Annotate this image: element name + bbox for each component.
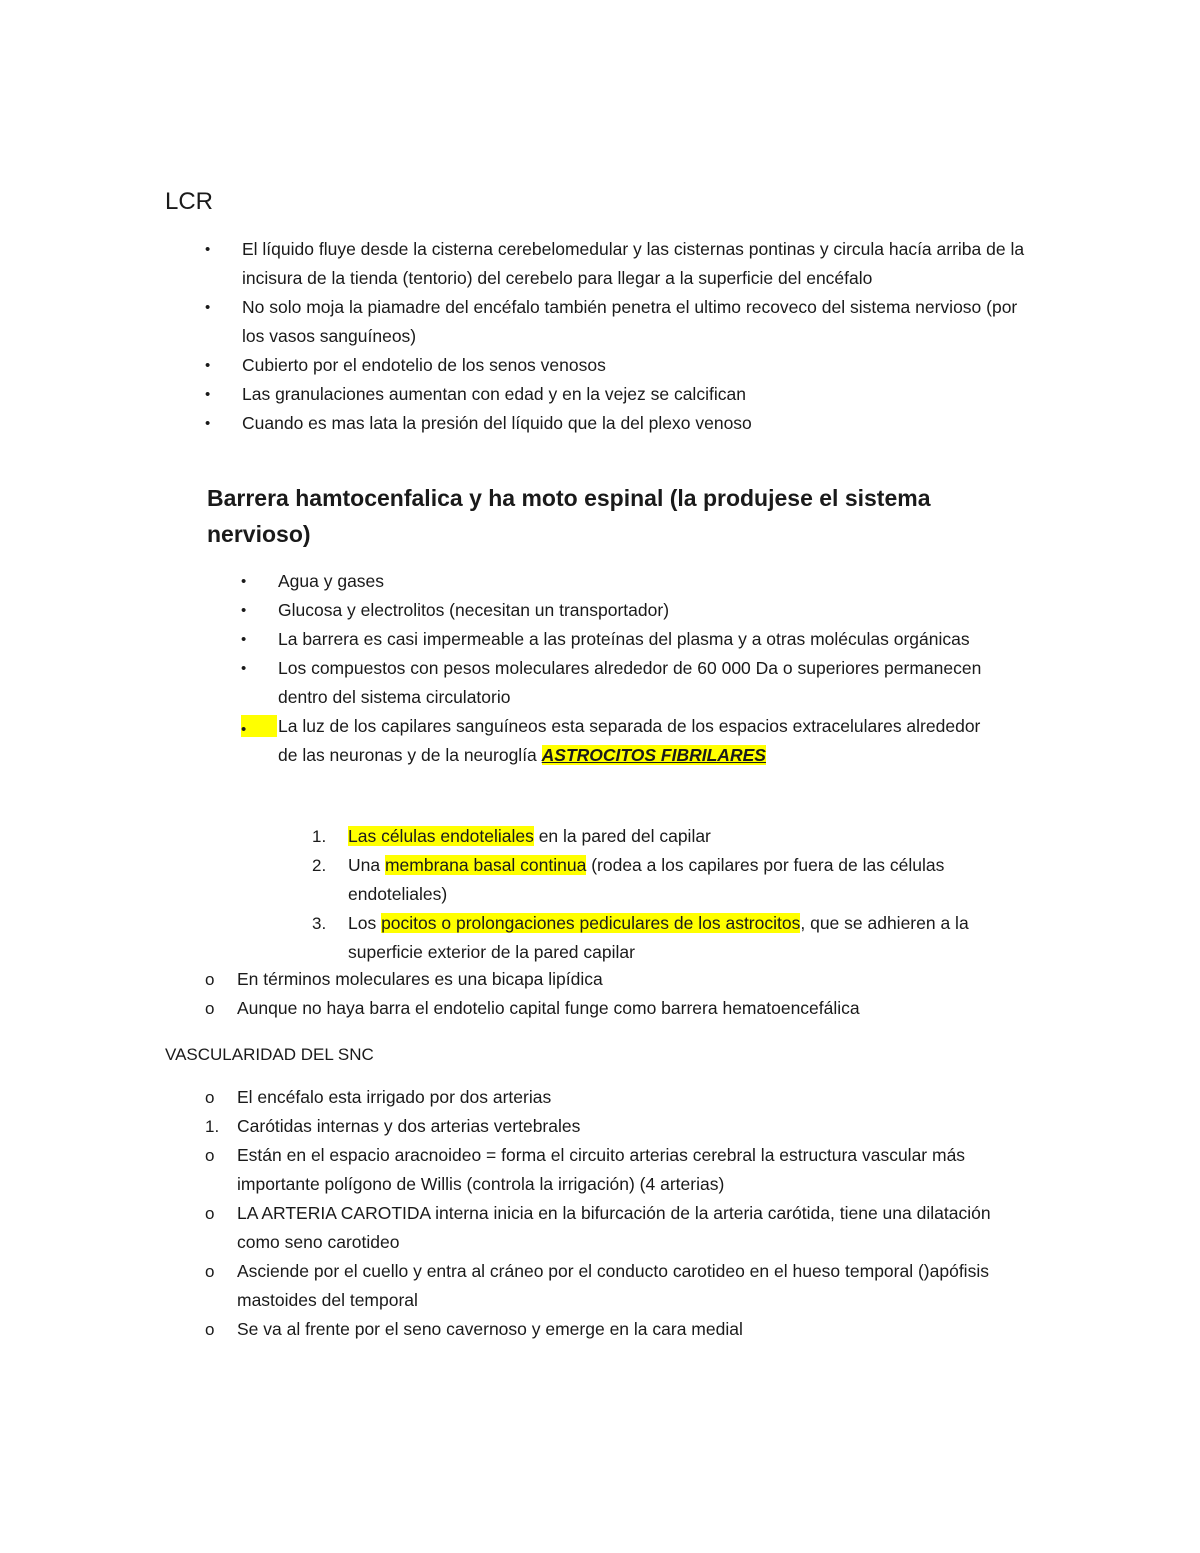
highlighted-text: Las células endoteliales (348, 826, 534, 846)
list-item-text: (rodea a los capilares por fuera de las células endoteliales) (348, 855, 945, 904)
list-item-text: Están en el espacio aracnoideo = forma el circuito arterias cerebral la estructura vascular más importante polígono de Willis (controla la irrigación) (4 arterias) (237, 1145, 966, 1194)
barrera-bullet-list (241, 567, 998, 770)
list-item (241, 654, 998, 712)
highlighted-bullet-marker (241, 715, 277, 737)
list-item-text: El encéfalo esta irrigado por dos arterias (237, 1087, 552, 1107)
lcr-bullet-list (205, 235, 1032, 438)
list-item (205, 1199, 1027, 1257)
bullet-marker: • (205, 241, 211, 258)
list-item (205, 1315, 1027, 1344)
list-item-text: El líquido fluye desde la cisterna cerebelomedular y las cisternas pontinas y circula hacía arriba de la incisura de la tienda (tentorio) del cerebelo para llegar a la superficie del encéfalo (242, 239, 1025, 288)
list-item-text: Los (348, 913, 382, 933)
list-item-text: Glucosa y electrolitos (necesitan un transportador) (278, 600, 670, 620)
heading-barrera: Barrera hamtocenfalica y ha moto espinal (la produjese el sistema nervioso) (207, 485, 931, 547)
list-item (205, 351, 1032, 380)
list-item (241, 596, 998, 625)
list-item-text: En términos moleculares es una bicapa lipídica (237, 969, 603, 989)
highlighted-text: pocitos o prolongaciones pediculares de los astrocitos (381, 913, 801, 933)
list-item-text: en la pared del capilar (533, 826, 711, 846)
list-marker: o (205, 1146, 215, 1165)
list-item (312, 909, 1038, 967)
list-item-text: Las granulaciones aumentan con edad y en la vejez se calcifican (242, 384, 746, 404)
list-item (205, 380, 1032, 409)
astrocitos-fibrilares-emphasis: ASTROCITOS FIBRILARES (541, 745, 766, 765)
list-item (205, 293, 1032, 351)
bullet-marker: • (241, 631, 247, 648)
list-marker: o (205, 1320, 215, 1339)
list-item (205, 965, 1017, 994)
list-item-text: Aunque no haya barra el endotelio capital funge como barrera hematoencefálica (237, 998, 860, 1018)
heading-vascularidad: VASCULARIDAD DEL SNC (165, 1045, 374, 1064)
list-item-text: Cuando es mas lata la presión del líquido que la del plexo venoso (242, 413, 752, 433)
vascularidad-list (205, 1083, 1027, 1344)
list-item-text: , que se adhieren a la superficie exterior de la pared capilar (348, 913, 969, 962)
list-item (205, 1112, 1027, 1141)
list-item (241, 712, 998, 770)
list-item (312, 822, 1038, 851)
list-item (241, 567, 998, 596)
number-marker: 1. (312, 827, 327, 846)
list-item-text: Los compuestos con pesos moleculares alrededor de 60 000 Da o superiores permanecen dentro del sistema circulatorio (278, 658, 982, 707)
list-item-text: La luz de los capilares sanguíneos esta separada de los espacios extracelulares alrededor de las neuronas y de la neuroglía (278, 716, 981, 765)
list-item (205, 1257, 1027, 1315)
list-item-text: Carótidas internas y dos arterias vertebrales (237, 1116, 581, 1136)
list-item-text: Agua y gases (278, 571, 385, 591)
capillary-layers-list (312, 822, 1038, 967)
circle-marker: o (205, 999, 215, 1018)
list-marker: 1. (205, 1117, 220, 1136)
bullet-marker: • (205, 299, 211, 316)
bullet-marker: • (241, 573, 247, 590)
bullet-marker: • (205, 357, 211, 374)
list-item (205, 235, 1032, 293)
list-marker: o (205, 1204, 215, 1223)
list-item-text: LA ARTERIA CAROTIDA interna inicia en la bifurcación de la arteria carótida, tiene una dilatación como seno carotideo (237, 1203, 991, 1252)
bullet-marker: • (205, 415, 211, 432)
barrera-sub-list (205, 965, 1017, 1023)
list-item-text: Una (348, 855, 385, 875)
list-item-text: No solo moja la piamadre del encéfalo también penetra el ultimo recoveco del sistema nervioso (por los vasos sanguíneos) (242, 297, 1018, 346)
bullet-marker: • (241, 602, 247, 619)
list-item-text: La barrera es casi impermeable a las proteínas del plasma y a otras moléculas orgánicas (278, 629, 970, 649)
list-marker: o (205, 1088, 215, 1107)
bullet-marker: • (205, 386, 211, 403)
bullet-marker: • (241, 660, 247, 677)
list-item (205, 1083, 1027, 1112)
list-marker: o (205, 1262, 215, 1281)
number-marker: 2. (312, 856, 327, 875)
circle-marker: o (205, 970, 215, 989)
list-item (205, 409, 1032, 438)
bullet-glyph: • (241, 721, 247, 738)
list-item (205, 1141, 1027, 1199)
list-item (205, 994, 1017, 1023)
highlighted-text: membrana basal continua (384, 855, 587, 875)
heading-lcr: LCR (165, 188, 214, 215)
list-item (241, 625, 998, 654)
list-item (312, 851, 1038, 909)
number-marker: 3. (312, 914, 327, 933)
list-item-text: Se va al frente por el seno cavernoso y emerge en la cara medial (237, 1319, 743, 1339)
list-item-text: Asciende por el cuello y entra al cráneo por el conducto carotideo en el hueso temporal ()apófisis mastoides del temporal (237, 1261, 989, 1310)
list-item-text: Cubierto por el endotelio de los senos venosos (242, 355, 606, 375)
